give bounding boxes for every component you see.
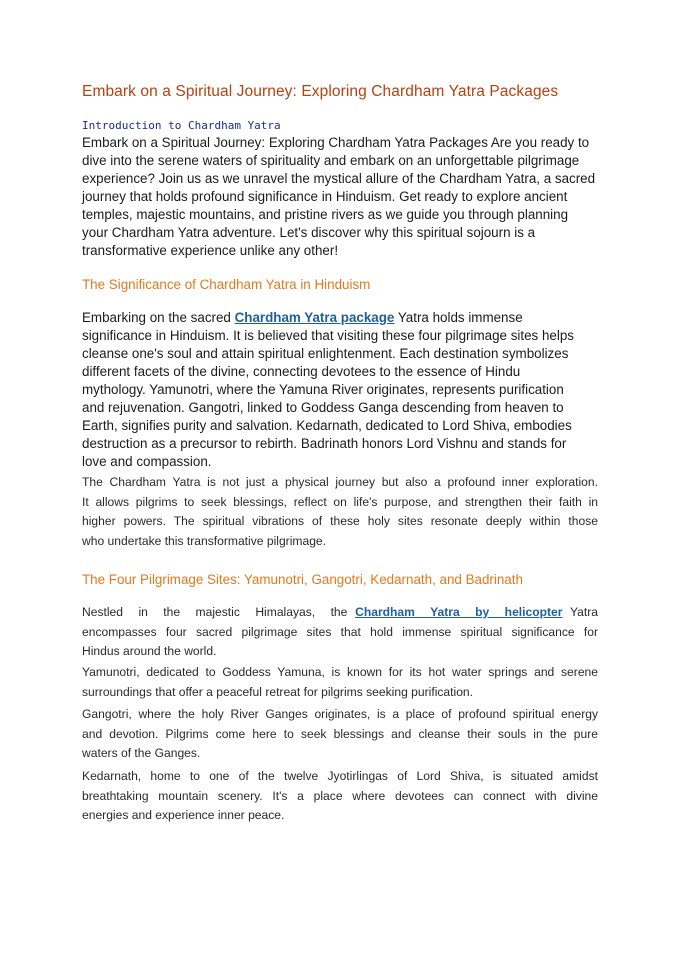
intro-line: temples, majestic mountains, and pristine rivers as we guide you through planning: [82, 207, 569, 222]
chardham-yatra-package-link[interactable]: Chardham Yatra package: [234, 310, 395, 325]
significance-line: significance in Hinduism. It is believed that visiting these four pilgrimage sites helps: [82, 328, 574, 343]
significance-line: different facets of the divine, connecting devotees to the essence of Hindu: [82, 364, 521, 379]
para-line: waters of the Ganges.: [82, 746, 201, 761]
para-line: It allows pilgrims to seek blessings, reflect on life's purpose, and strengthen their faith in: [82, 494, 598, 509]
yamunotri-paragraph: [82, 663, 598, 702]
para-line: encompasses four sacred pilgrimage sites that hold immense spiritual significance for: [82, 624, 598, 639]
intro-line: transformative experience unlike any other!: [82, 243, 339, 258]
para-line: surroundings that offer a peaceful retreat for pilgrims seeking purification.: [82, 684, 474, 699]
significance-paragraph: [82, 309, 594, 471]
intro-line: dive into the serene waters of spirituality and embark on an unforgettable pilgrimage: [82, 153, 580, 168]
four-sites-paragraph-1: [82, 603, 598, 662]
significance-line: mythology. Yamunotri, where the Yamuna River originates, represents purification: [82, 382, 564, 397]
chardham-yatra-helicopter-link[interactable]: Chardham Yatra by helicopter: [355, 605, 563, 619]
section-heading-four-sites: The Four Pilgrimage Sites: Yamunotri, Gangotri, Kedarnath, and Badrinath: [82, 572, 523, 587]
section-heading-significance: The Significance of Chardham Yatra in Hinduism: [82, 277, 371, 292]
para-line: who undertake this transformative pilgrimage.: [82, 533, 327, 548]
para-line: Kedarnath, home to one of the twelve Jyotirlingas of Lord Shiva, is situated amidst: [82, 769, 598, 783]
significance-line: cleanse one's soul and attain spiritual enlightenment. Each destination symbolizes: [82, 346, 569, 361]
text-run: Nestled in the majestic Himalayas, the: [82, 605, 356, 619]
para-line: The Chardham Yatra is not just a physical journey but also a profound inner exploration.: [82, 475, 598, 489]
kedarnath-paragraph: [82, 767, 598, 826]
intro-heading: Introduction to Chardham Yatra: [82, 119, 281, 132]
intro-line: journey that holds profound significance in Hinduism. Get ready to explore ancient: [82, 189, 568, 204]
intro-line: your Chardham Yatra adventure. Let's discover why this spiritual sojourn is a: [82, 225, 536, 240]
para-line: [82, 603, 598, 623]
intro-line: experience? Join us as we unravel the mystical allure of the Chardham Yatra, a sacred: [82, 171, 596, 186]
page-title: Embark on a Spiritual Journey: Exploring Chardham Yatra Packages: [82, 83, 559, 100]
significance-line: love and compassion.: [82, 454, 212, 469]
text-run: Yatra: [562, 605, 598, 619]
text-run: Embarking on the sacred: [82, 310, 235, 325]
para-line: and devotion. Pilgrims come here to seek blessings and cleanse their souls in the pure: [82, 726, 598, 741]
para-line: breathtaking mountain scenery. It's a place where devotees can connect with divine: [82, 788, 598, 803]
intro-line: Embark on a Spiritual Journey: Exploring Chardham Yatra Packages Are you ready to: [82, 135, 590, 150]
para-line: Hindus around the world.: [82, 644, 217, 659]
significance-line: destruction as a precursor to rebirth. Badrinath honors Lord Vishnu and stands for: [82, 436, 567, 451]
significance-paragraph-2: [82, 473, 598, 551]
text-run: Yatra holds immense: [394, 310, 523, 325]
significance-line: [82, 309, 594, 327]
para-line: Yamunotri, dedicated to Goddess Yamuna, is known for its hot water springs and serene: [82, 665, 598, 679]
gangotri-paragraph: [82, 705, 598, 764]
significance-line: Earth, signifies purity and salvation. Kedarnath, dedicated to Lord Shiva, embodies: [82, 418, 572, 433]
para-line: higher powers. The spiritual vibrations of these holy sites resonate deeply within those: [82, 514, 598, 529]
significance-line: and rejuvenation. Gangotri, linked to Goddess Ganga descending from heaven to: [82, 400, 564, 415]
para-line: Gangotri, where the holy River Ganges originates, is a place of profound spiritual energy: [82, 707, 598, 721]
intro-paragraph: [82, 134, 594, 260]
para-line: energies and experience inner peace.: [82, 808, 285, 823]
